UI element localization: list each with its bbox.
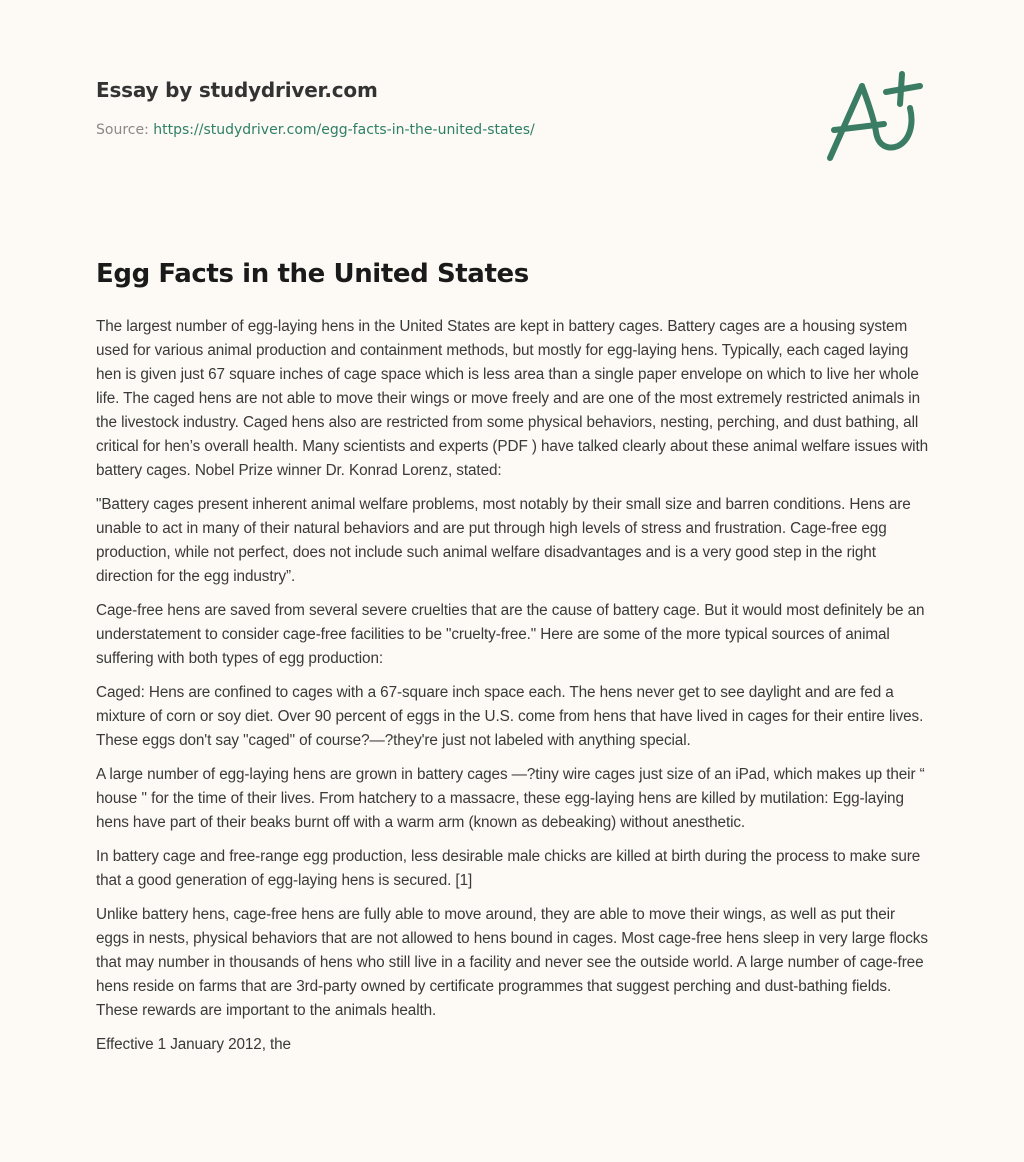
quote-paragraph: "Battery cages present inherent animal welfare problems, most notably by their small size and barren conditions. Hens are unable to act in many of their natural behaviors and are put through high levels of stress and frustration. Cage-free egg production, while not perfect, does not include such animal welfare disadvantages and is a very good step in the right direction for the egg industry”. (96, 496, 911, 585)
paragraph: Caged: Hens are confined to cages with a 67-square inch space each. The hens never get to see daylight and are fed a mixture of corn or soy diet. Over 90 percent of eggs in the U.S. come from hens that have lived in cages for their entire lives. These eggs don't say "caged" of course?—?they're just not labeled with anything special. (96, 684, 924, 749)
paragraph: Effective 1 January 2012, the (96, 1036, 291, 1053)
source-link[interactable]: https://studydriver.com/egg-facts-in-the-united-states/ (153, 122, 535, 138)
paragraph: In battery cage and free-range egg production, less desirable male chicks are killed at birth during the process to make sure that a good generation of egg-laying hens is secured. [1] (96, 848, 921, 889)
source-line (96, 120, 796, 140)
a-plus-grade-icon (818, 62, 938, 172)
essay-header (96, 76, 796, 140)
site-title: Essay by studydriver.com (96, 78, 378, 102)
paragraph: Cage-free hens are saved from several severe cruelties that are the cause of battery cage. But it would most definitely be an understatement to consider cage-free facilities to be "cruelty-free." Here are some of the more typical sources of animal suffering with both types of egg production: (96, 602, 925, 667)
paragraph: Unlike battery hens, cage-free hens are fully able to move around, they are able to move their wings, as well as put their eggs in nests, physical behaviors that are not allowed to hens bound in cages. Most cage-free hens sleep in very large flocks that may number in thousands of hens who still live in a facility and never see the outside world. A large number of cage-free hens reside on farms that are 3rd-party owned by certificate programmes that suggest perching and dust-bathing fields. These rewards are important to the animals health. (96, 906, 928, 1019)
paragraph: A large number of egg-laying hens are grown in battery cages —?tiny wire cages just size of an iPad, which makes up their “ house '' for the time of their lives. From hatchery to a massacre, these egg-laying hens are killed by mutilation: Egg-laying hens have part of their beaks burnt off with a warm arm (known as debeaking) without anesthetic. (96, 766, 925, 831)
paragraph: The largest number of egg-laying hens in the United States are kept in battery cages. Battery cages are a housing system used for various animal production and containment methods, but mostly for egg-laying hens. Typically, each caged laying hen is given just 67 square inches of cage space which is less area than a single paper envelope on which to live her whole life. The caged hens are not able to move their wings or move freely and are one of the most extremely restricted animals in the livestock industry. Caged hens also are restricted from some physical behaviors, nesting, perching, and dust bathing, all critical for hen’s overall health. Many scientists and experts (PDF ) have talked clearly about these animal welfare issues with battery cages. Nobel Prize winner Dr. Konrad Lorenz, stated: (96, 318, 929, 479)
source-label: Source: (96, 122, 149, 138)
essay-body (96, 315, 931, 1067)
document-title: Egg Facts in the United States (96, 259, 529, 289)
